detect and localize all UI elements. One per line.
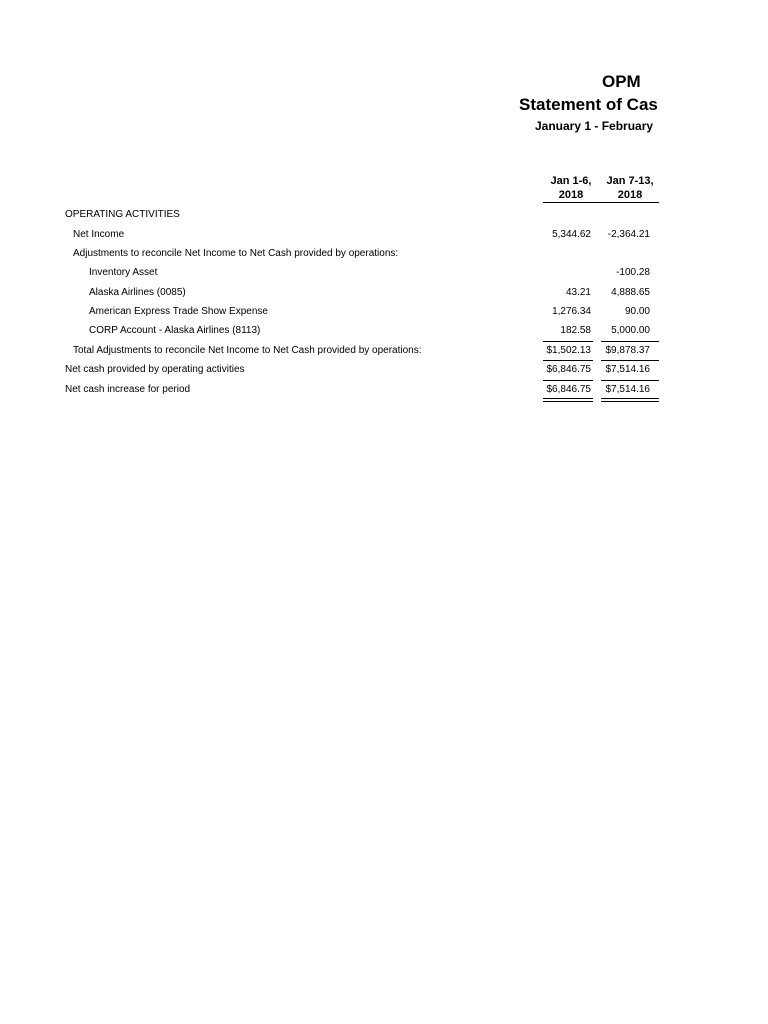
column-header-line: 2018 [617,189,643,201]
double-underline-col2 [601,398,659,402]
grand-rule-col2 [601,380,659,381]
row-value-col2: $9,878.37 [605,345,650,356]
table-row [0,208,768,228]
row-value-col1: 5,344.62 [552,229,591,240]
row-label: Net cash provided by operating activities [65,364,245,375]
row-label: American Express Trade Show Expense [89,306,268,317]
row-label: Adjustments to reconcile Net Income to Net Cash provided by operations: [73,248,399,259]
row-value-col1: 182.58 [560,325,591,336]
subtotal-rule-col2 [601,341,659,342]
table-row [0,344,768,364]
row-value-col2: -2,364.21 [607,229,650,240]
row-value-col1: 43.21 [565,287,591,298]
subtotal-rule-col1 [543,341,593,342]
row-label: Inventory Asset [89,267,158,278]
row-value-col2: 4,888.65 [611,287,650,298]
row-value-col2: 90.00 [624,306,650,317]
column-header-line: Jan 1-6, [550,175,592,187]
grand-rule-col1 [543,380,593,381]
report-title: Statement of Cas [519,95,658,114]
row-label: Net Income [73,229,125,240]
row-value-col2: 5,000.00 [611,325,650,336]
row-value-col2: $7,514.16 [605,364,650,375]
row-value-col2: -100.28 [616,267,650,278]
column-header-jan-1-6 [543,174,599,202]
row-value-col1: $6,846.75 [546,384,591,395]
row-value-col2: $7,514.16 [605,384,650,395]
table-row [0,286,768,306]
row-value-col1: $6,846.75 [546,364,591,375]
total-rule-col2 [601,360,659,361]
column-header-line: Jan 7-13, [606,175,654,187]
row-label: CORP Account - Alaska Airlines (8113) [89,325,261,336]
table-row [0,247,768,267]
row-label: OPERATING ACTIVITIES [65,209,180,220]
table-row [0,228,768,248]
row-label: Total Adjustments to reconcile Net Income to Net Cash provided by operations: [73,345,422,356]
column-header-jan-7-13 [601,174,659,202]
table-row [0,266,768,286]
row-label: Alaska Airlines (0085) [89,287,186,298]
report-date-range: January 1 - February [535,119,654,133]
header-underline [543,202,659,203]
double-underline-col1 [543,398,593,402]
total-rule-col1 [543,360,593,361]
column-header-line: 2018 [558,189,584,201]
row-value-col1: 1,276.34 [552,306,591,317]
report-header [0,0,659,150]
table-row [0,305,768,325]
company-name: OPM [602,72,641,91]
row-value-col1: $1,502.13 [546,345,591,356]
row-label: Net cash increase for period [65,384,191,395]
